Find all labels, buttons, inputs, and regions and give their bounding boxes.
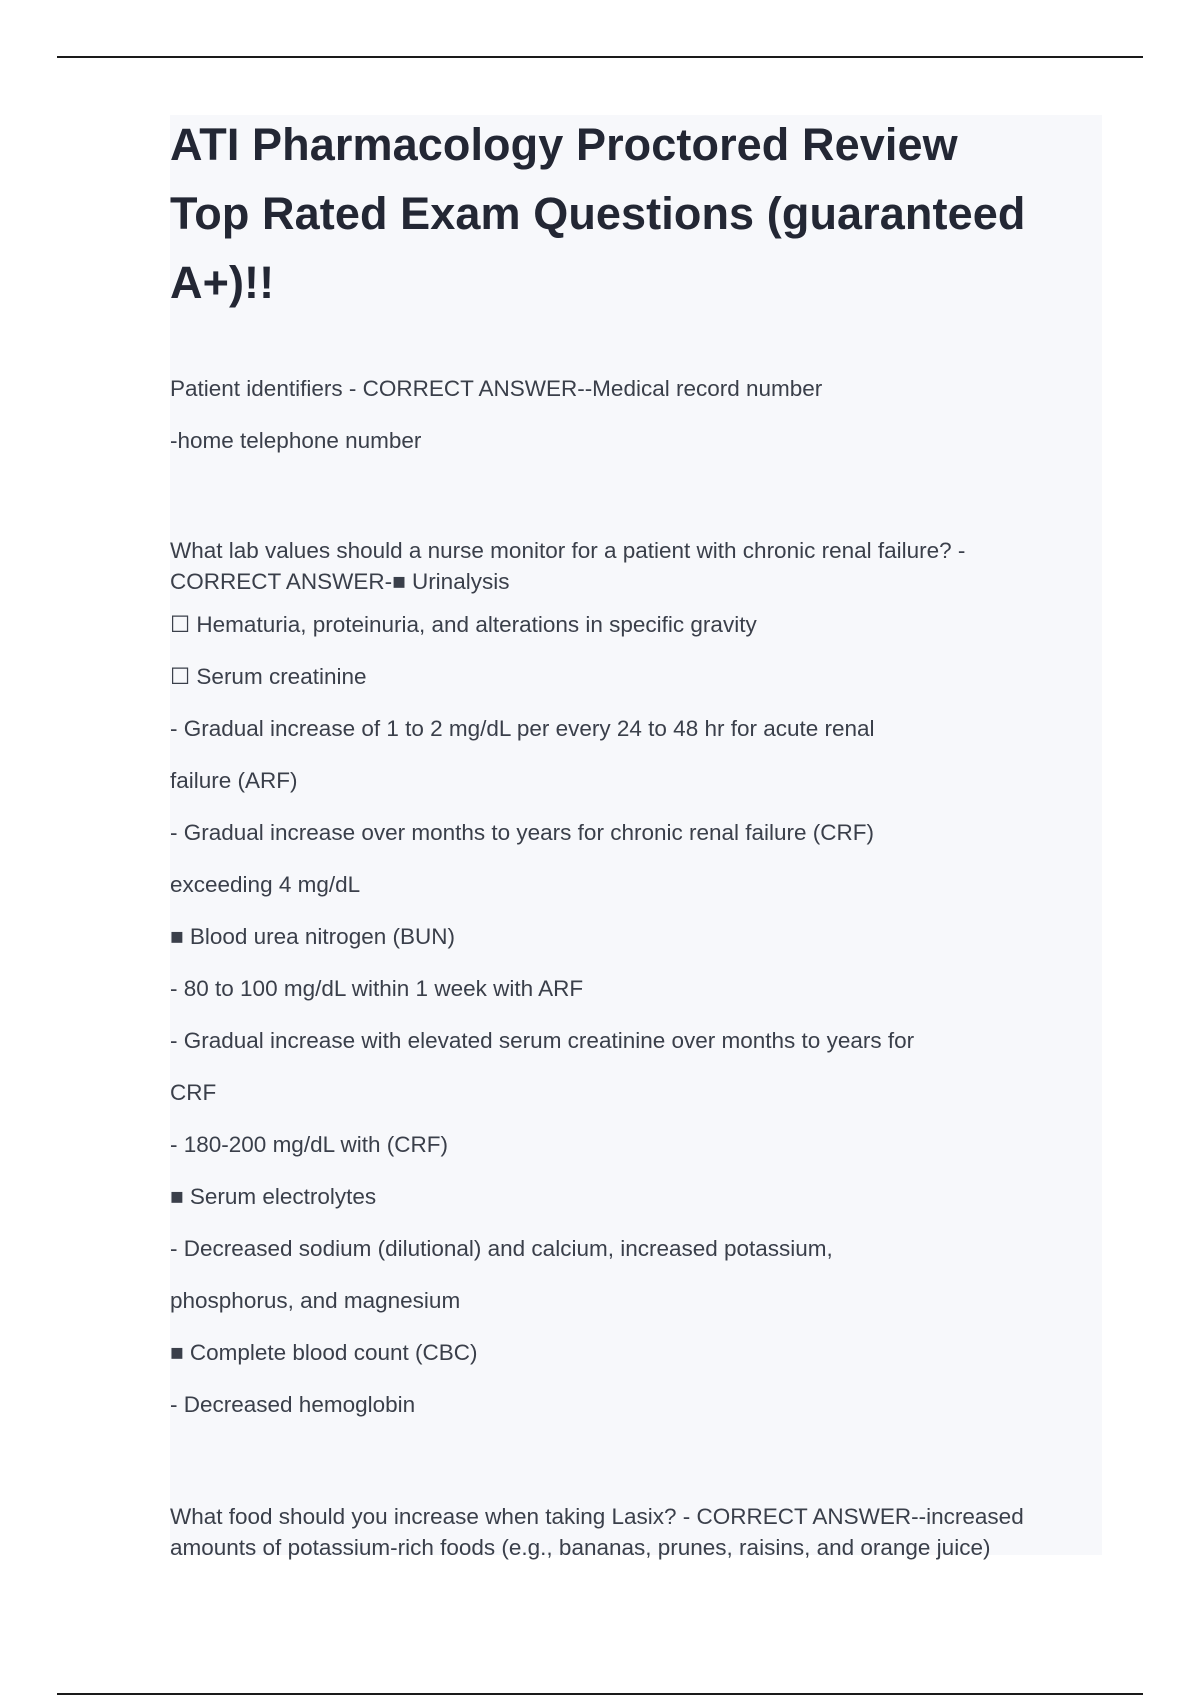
top-divider xyxy=(57,56,1143,58)
answer-line: Patient identifiers - CORRECT ANSWER--Medical record number xyxy=(170,376,823,401)
answer-line: - Decreased sodium (dilutional) and calcium, increased potassium, xyxy=(170,1236,833,1261)
answer-line: ■ Blood urea nitrogen (BUN) xyxy=(170,924,455,949)
answer-line: ☐ Serum creatinine xyxy=(170,664,367,689)
answer-line: ■ Complete blood count (CBC) xyxy=(170,1340,478,1365)
answer-line: ■ Serum electrolytes xyxy=(170,1184,377,1209)
answer-line: - Gradual increase with elevated serum creatinine over months to years for xyxy=(170,1028,915,1053)
title-line: ATI Pharmacology Proctored Review xyxy=(170,119,958,170)
answer-line: - 180-200 mg/dL with (CRF) xyxy=(170,1132,449,1157)
answer-line: - Gradual increase over months to years for chronic renal failure (CRF) xyxy=(170,820,875,845)
answer-list xyxy=(170,599,1100,1431)
title-line: Top Rated Exam Questions (guaranteed xyxy=(170,188,1026,239)
question-renal-lab-values xyxy=(170,535,1100,1431)
answer-line: ☐ Hematuria, proteinuria, and alterations in specific gravity xyxy=(170,612,757,637)
answer-line: CRF xyxy=(170,1080,217,1105)
question-heading-line: What lab values should a nurse monitor for a patient with chronic renal failure? - xyxy=(170,538,966,563)
question-heading-line: CORRECT ANSWER-■ Urinalysis xyxy=(170,569,510,594)
question-patient-identifiers xyxy=(170,363,1100,467)
question-heading xyxy=(170,535,1100,597)
document-title xyxy=(170,110,1100,317)
answer-line: failure (ARF) xyxy=(170,768,298,793)
answer-line: phosphorus, and magnesium xyxy=(170,1288,461,1313)
answer-line: - Gradual increase of 1 to 2 mg/dL per every 24 to 48 hr for acute renal xyxy=(170,716,875,741)
answer-line: - 80 to 100 mg/dL within 1 week with ARF xyxy=(170,976,584,1001)
document-content xyxy=(170,110,1100,1563)
title-line: A+)!! xyxy=(170,257,275,308)
answer-line: amounts of potassium-rich foods (e.g., bananas, prunes, raisins, and orange juice) xyxy=(170,1535,991,1560)
answer-line: exceeding 4 mg/dL xyxy=(170,872,361,897)
answer-line: -home telephone number xyxy=(170,428,422,453)
question-lasix-food xyxy=(170,1501,1100,1563)
bottom-divider xyxy=(57,1693,1143,1695)
answer-line: What food should you increase when taking Lasix? - CORRECT ANSWER--increased xyxy=(170,1504,1024,1529)
answer-line: - Decreased hemoglobin xyxy=(170,1392,416,1417)
